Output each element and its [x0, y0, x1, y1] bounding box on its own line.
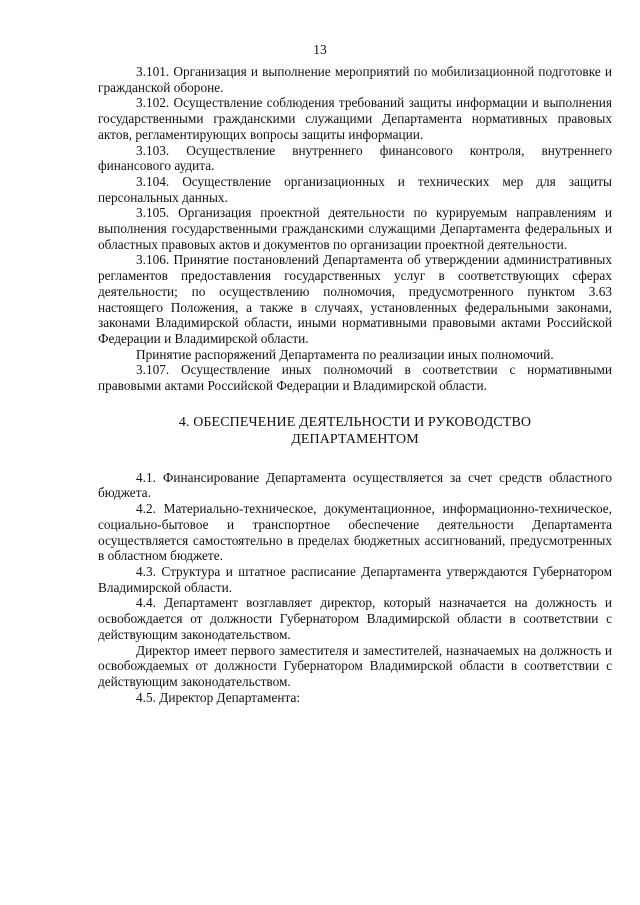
paragraph-deputies: Директор имеет первого заместителя и заместителей, назначаемых на должность и освобождаемых от должности Губернатором Владимирской области в соответствии с действующим законодательством.: [98, 642, 612, 689]
page-number: 13: [313, 42, 327, 57]
paragraph-4-2: 4.2. Материально-техническое, документационное, информационно-техническое, социально-бытовое и транспортное обеспечение деятельности Департамента осуществляется самостоятельно в пределах бюджетных ассигнований, предусмотренных в областном бюджете.: [98, 501, 612, 564]
paragraph-3-103: 3.103. Осуществление внутреннего финансового контроля, внутреннего финансового аудита.: [98, 142, 612, 174]
paragraph-3-102: 3.102. Осуществление соблюдения требований защиты информации и выполнения государственными гражданскими служащими Департамента нормативных правовых актов, регламентирующих вопросы защиты информации.: [98, 95, 612, 142]
paragraph-3-107: 3.107. Осуществление иных полномочий в соответствии с нормативными правовыми актами Российской Федерации и Владимирской области.: [98, 362, 612, 394]
section-heading-line-2: ДЕПАРТАМЕНТОМ: [291, 431, 419, 447]
document-body: [98, 64, 612, 705]
paragraph-4-5: 4.5. Директор Департамента:: [136, 689, 301, 705]
section-4-heading: [98, 414, 612, 448]
paragraph-3-101: 3.101. Организация и выполнение мероприятий по мобилизационной подготовке и гражданской обороне.: [98, 64, 612, 95]
paragraph-orders: Принятие распоряжений Департамента по реализации иных полномочий.: [136, 346, 554, 362]
paragraph-4-3: 4.3. Структура и штатное расписание Департамента утверждаются Губернатором Владимирской области.: [98, 563, 612, 595]
paragraph-4-1: 4.1. Финансирование Департамента осуществляется за счет средств областного бюджета.: [98, 469, 612, 501]
paragraph-3-104: 3.104. Осуществление организационных и технических мер для защиты персональных данных.: [98, 173, 612, 205]
paragraph-3-105: 3.105. Организация проектной деятельности по курируемым направлениям и выполнения государственными гражданскими служащими Департамента федеральных и областных правовых актов и документов по организации проектной деятельности.: [98, 205, 612, 252]
paragraph-4-4: 4.4. Департамент возглавляет директор, который назначается на должность и освобождается от должности Губернатором Владимирской области в соответствии с действующим законодательством.: [98, 595, 612, 642]
section-heading-line-1: 4. ОБЕСПЕЧЕНИЕ ДЕЯТЕЛЬНОСТИ И РУКОВОДСТВО: [178, 414, 532, 430]
paragraph-3-106: 3.106. Принятие постановлений Департамента об утверждении административных регламентов предоставления государственных услуг в соответствующих сферах деятельности; по осуществлению полномочия, предусмотренного пунктом 3.63 настоящего Положения, а также в случаях, установленных федеральными законами, законами Владимирской области, иными нормативными правовыми актами Российской Федерации и Владимирской области.: [98, 252, 612, 346]
